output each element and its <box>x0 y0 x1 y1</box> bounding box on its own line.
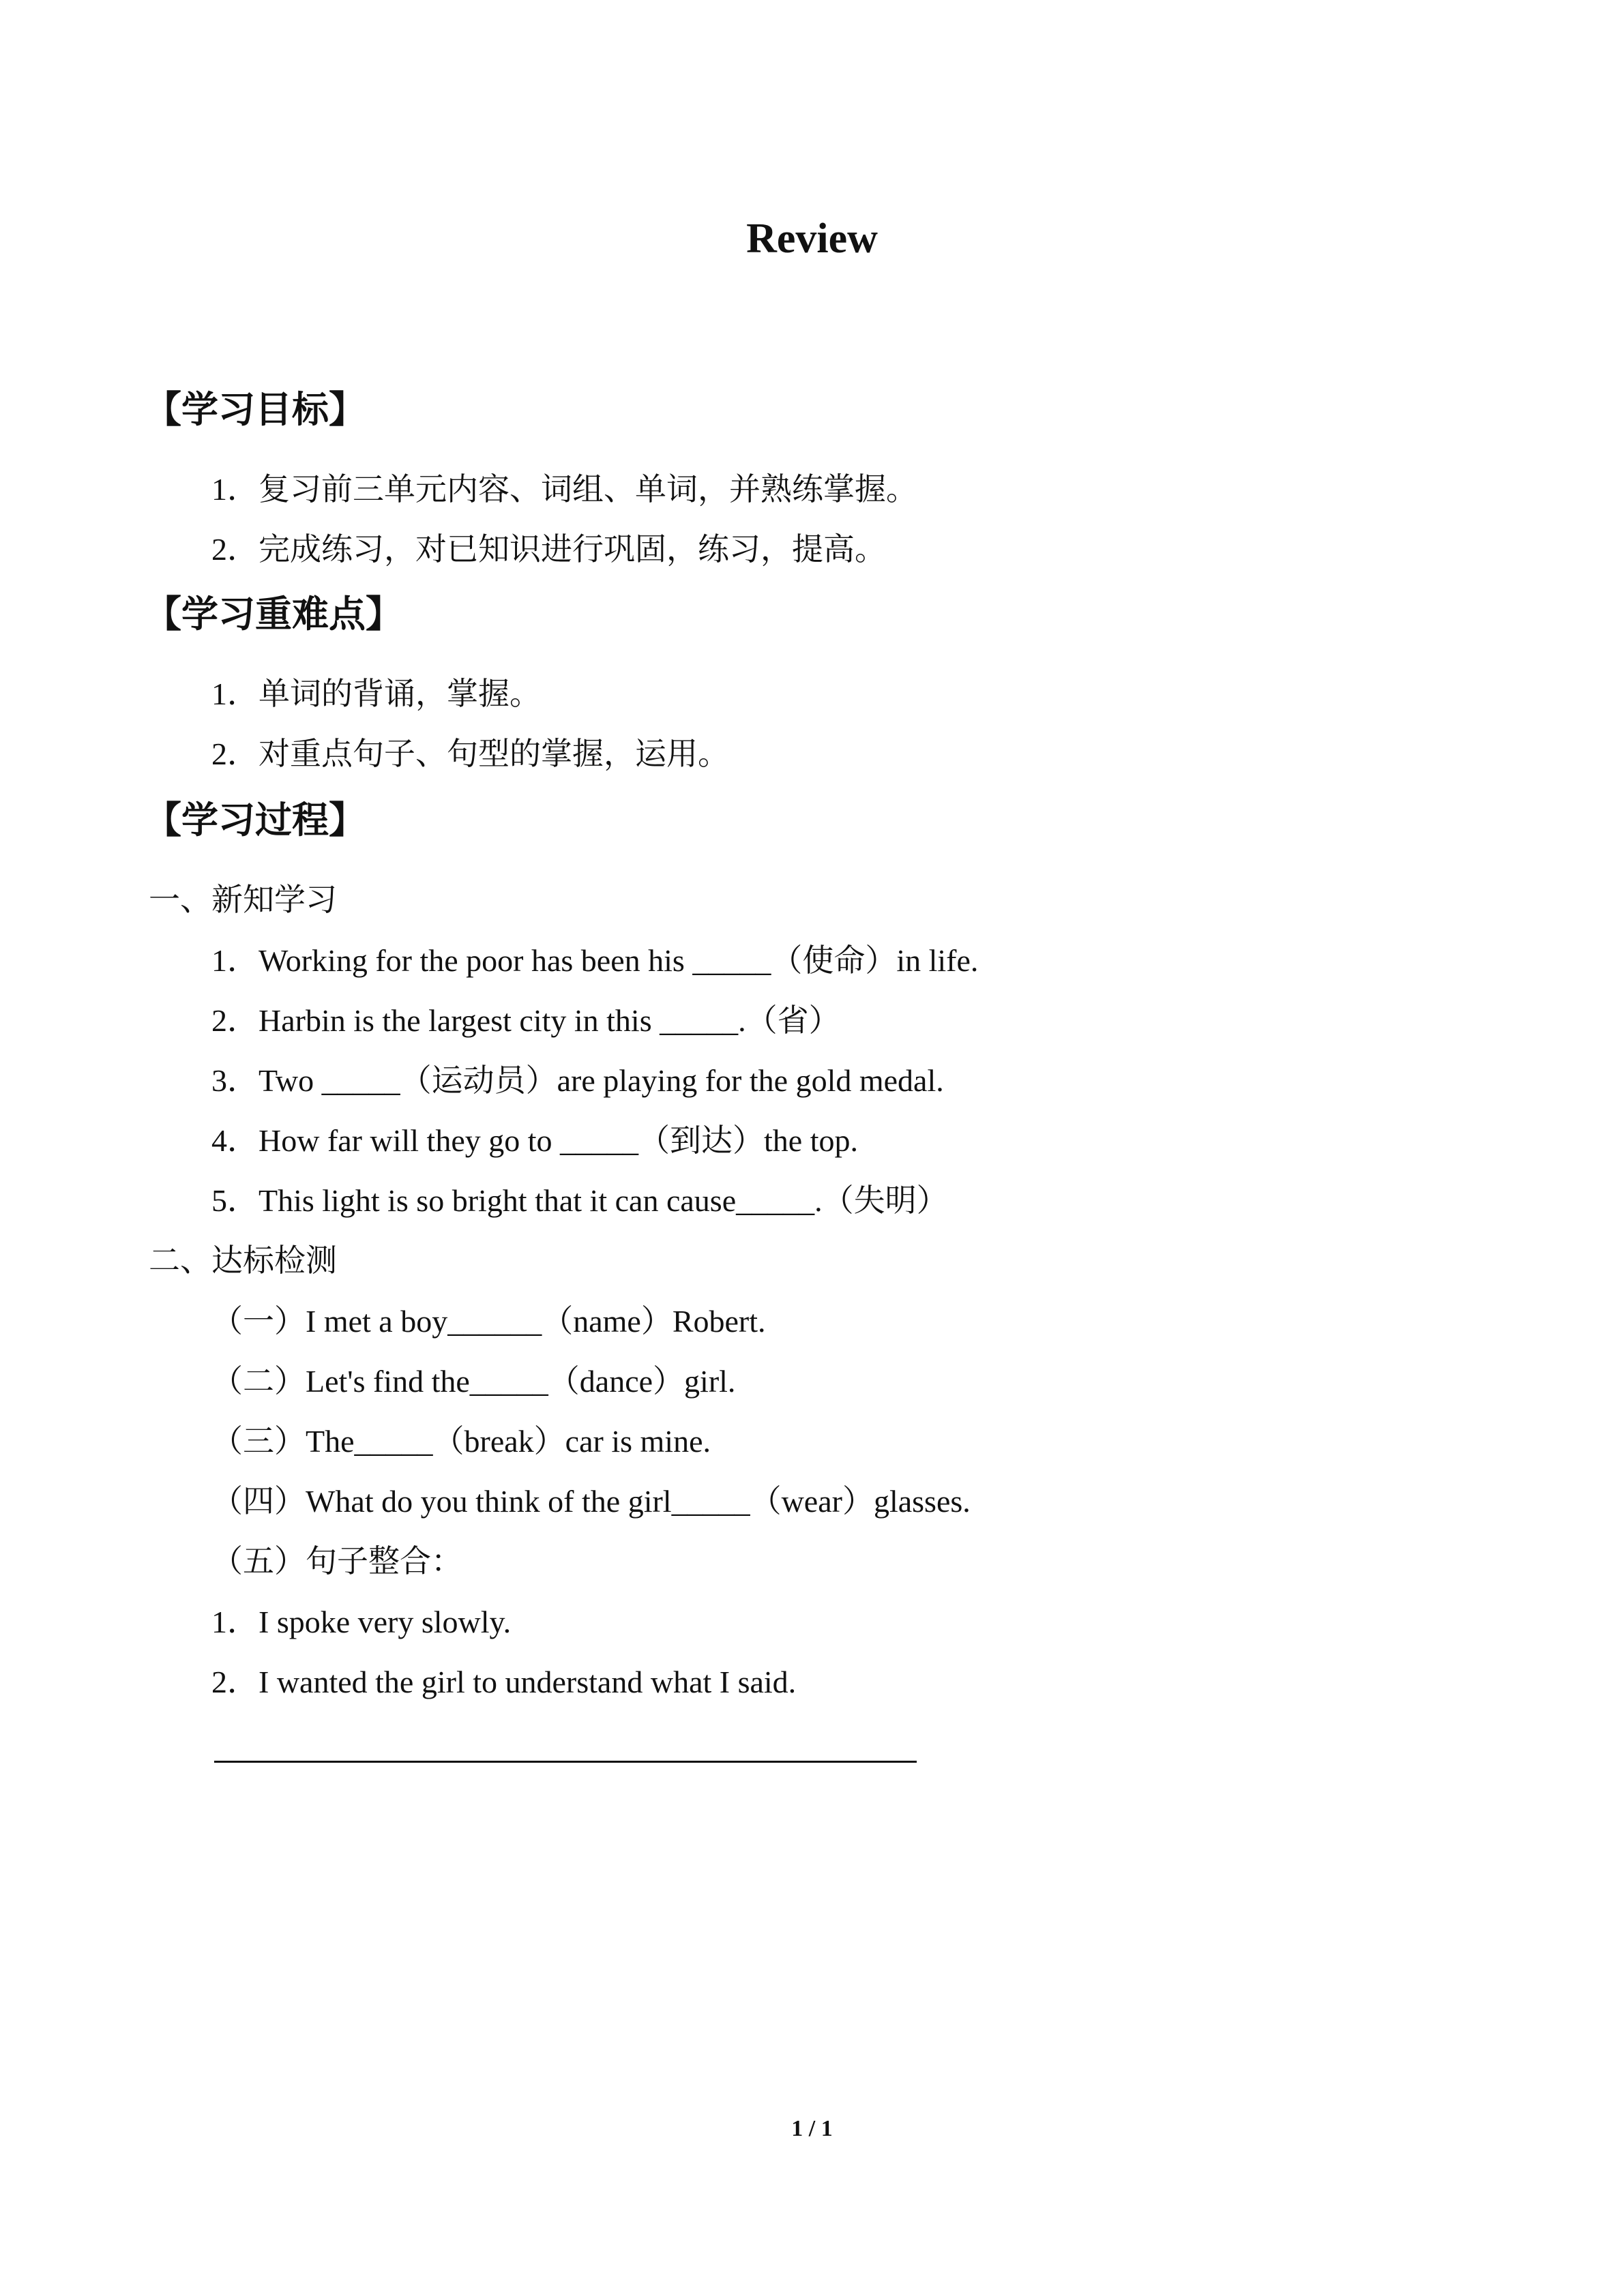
page-number: 1 / 1 <box>791 2116 833 2141</box>
objective-item-2: 2．完成练习，对已知识进行巩固，练习，提高。 <box>211 532 886 567</box>
part2-item-4: （四）What do you think of the girl_____（wear）glasses. <box>211 1484 971 1519</box>
part1-item-1: 1．Working for the poor has been his _____（使命）in life. <box>211 943 979 978</box>
combine-sentence-1: 1．I spoke very slowly. <box>211 1605 512 1639</box>
answer-line <box>214 1761 917 1763</box>
part2-item-5: （五）句子整合： <box>211 1544 462 1579</box>
part1-item-3: 3．Two _____（运动员）are playing for the gold medal. <box>211 1063 944 1098</box>
part1-label: 一、新知学习 <box>149 882 337 917</box>
key-points-heading: 【学习重难点】 <box>145 593 402 636</box>
combine-sentence-2: 2．I wanted the girl to understand what I said. <box>211 1665 797 1699</box>
part2-item-1: （一）I met a boy______（name）Robert. <box>211 1304 766 1339</box>
part1-item-2: 2．Harbin is the largest city in this _____.（省） <box>211 1003 840 1038</box>
key-point-item-2: 2．对重点句子、句型的掌握，运用。 <box>211 736 729 771</box>
part1-item-4: 4．How far will they go to _____（到达）the top. <box>211 1123 859 1158</box>
part1-item-5: 5．This light is so bright that it can cause_____.（失明） <box>211 1183 948 1218</box>
objectives-heading: 【学习目标】 <box>145 388 366 431</box>
key-point-item-1: 1．单词的背诵，掌握。 <box>211 676 541 711</box>
process-heading: 【学习过程】 <box>145 799 366 841</box>
part2-item-2: （二）Let's find the_____（dance）girl. <box>211 1364 736 1399</box>
part2-label: 二、达标检测 <box>149 1243 337 1278</box>
page-title: Review <box>746 215 878 262</box>
part2-item-3: （三）The_____（break）car is mine. <box>211 1424 711 1459</box>
objective-item-1: 1．复习前三单元内容、词组、单词，并熟练掌握。 <box>211 472 917 507</box>
